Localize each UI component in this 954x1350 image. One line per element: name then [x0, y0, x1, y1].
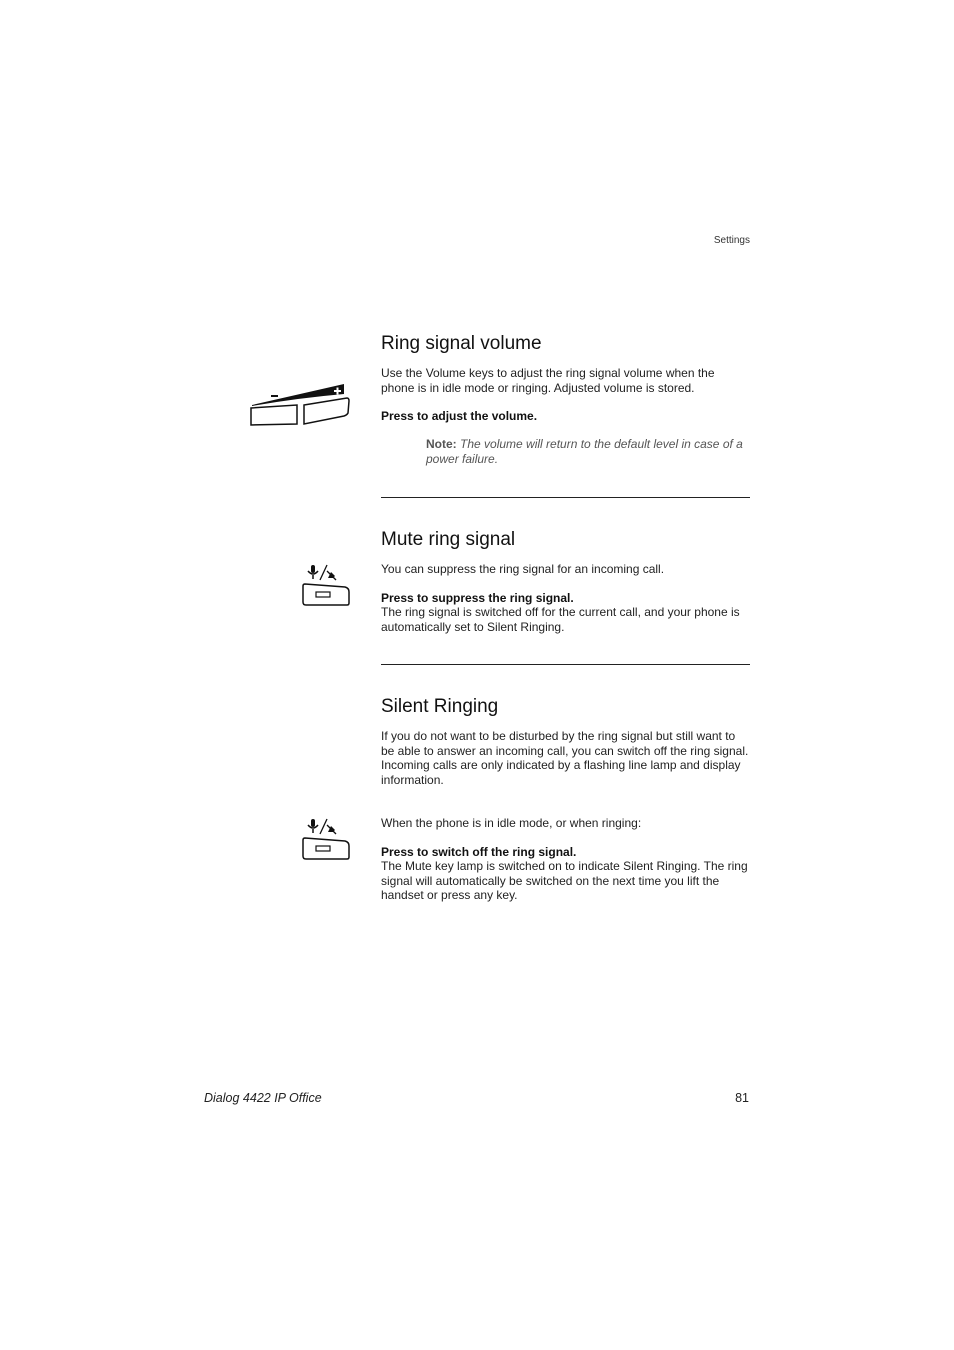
silent-intro: If you do not want to be disturbed by the ring signal but still want to be able to answer an incoming call, you can switch off the ring signal. Incoming calls are only indicated by a flashing line lamp and display information. — [381, 729, 749, 787]
section-divider — [381, 664, 750, 665]
footer-product: Dialog 4422 IP Office — [204, 1091, 322, 1105]
silent-result: The Mute key lamp is switched on to indicate Silent Ringing. The ring signal will automatically be switched on the next time you lift the handset or press any key. — [381, 859, 748, 903]
mute-key-icon — [300, 816, 352, 862]
silent-condition: When the phone is in idle mode, or when ringing: — [381, 816, 642, 830]
mute-result: The ring signal is switched off for the current call, and your phone is automatically set to Silent Ringing. — [381, 605, 740, 634]
mute-action: Press to suppress the ring signal. — [381, 591, 574, 605]
section-divider — [381, 497, 750, 498]
note-text: The volume will return to the default level in case of a power failure. — [426, 437, 743, 466]
mute-key-icon — [300, 562, 352, 608]
mute-intro: You can suppress the ring signal for an incoming call. — [381, 562, 665, 576]
ring-volume-action: Press to adjust the volume. — [381, 409, 538, 423]
ring-volume-intro: Use the Volume keys to adjust the ring signal volume when the phone is in idle mode or ringing. Adjusted volume is stored. — [381, 366, 715, 395]
page-number: 81 — [735, 1091, 749, 1105]
section-title-silent-ringing: Silent Ringing — [381, 696, 499, 717]
ring-volume-note — [426, 437, 751, 467]
volume-keys-icon — [248, 380, 352, 428]
running-header: Settings — [713, 235, 750, 246]
silent-action: Press to switch off the ring signal. — [381, 845, 577, 859]
section-title-mute-ring-signal: Mute ring signal — [381, 529, 516, 550]
section-title-ring-signal-volume: Ring signal volume — [381, 333, 542, 354]
note-label: Note: — [426, 437, 457, 451]
